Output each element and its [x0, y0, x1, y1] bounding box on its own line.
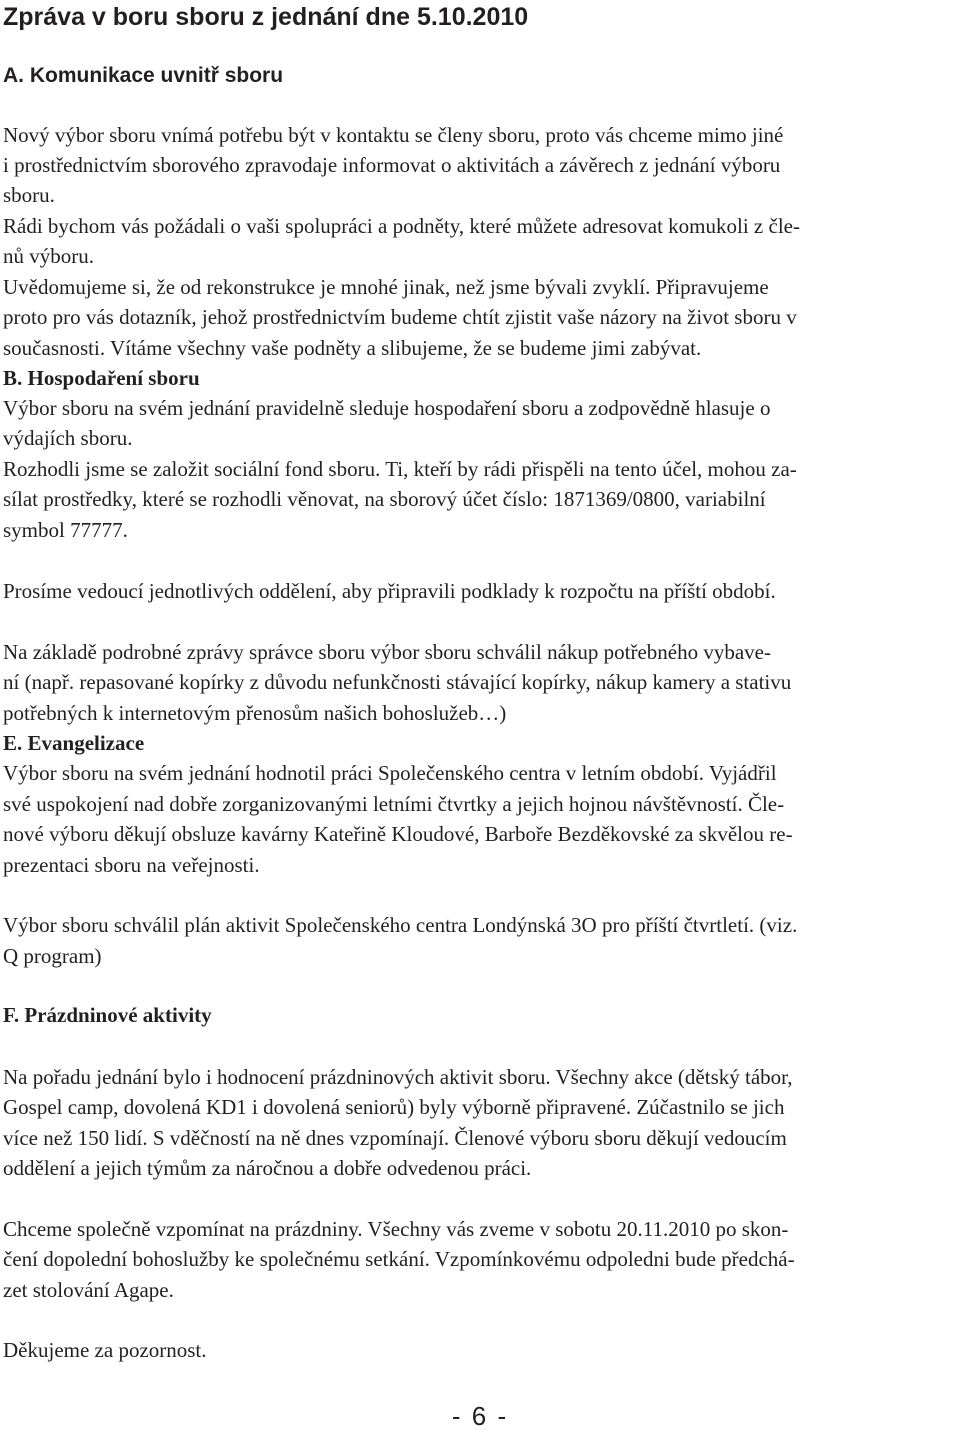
text-line: i prostřednictvím sborového zpravodaje informovat o aktivitách a závěrech z jednání výboru — [3, 153, 781, 177]
section-heading-f: F. Prázdninové aktivity — [3, 1003, 212, 1027]
text-line: oddělení a jejich týmům za náročnou a dobře odvedenou práci. — [3, 1156, 532, 1180]
closing-line: Děkujeme za pozornost. — [3, 1338, 207, 1362]
text-line: Prosíme vedoucí jednotlivých oddělení, aby připravili podklady k rozpočtu na příští období. — [3, 579, 776, 603]
text-line: symbol 77777. — [3, 518, 128, 542]
text-line: prezentaci sboru na veřejnosti. — [3, 853, 260, 877]
text-line: Na pořadu jednání bylo i hodnocení prázdninových aktivit sboru. Všechny akce (dětský tábor, — [3, 1065, 793, 1089]
text-line: Výbor sboru na svém jednání pravidelně sleduje hospodaření sboru a zodpovědně hlasuje o — [3, 396, 771, 420]
text-line: Výbor sboru schválil plán aktivit Společenského centra Londýnská 3O pro příští čtvrtletí. (viz. — [3, 913, 798, 937]
text-line: ní (např. repasované kopírky z důvodu nefunkčnosti stávající kopírky, nákup kamery a stativu — [3, 670, 792, 694]
text-line: výdajích sboru. — [3, 426, 133, 450]
text-line: Výbor sboru na svém jednání hodnotil práci Společenského centra v letním období. Vyjádřil — [3, 761, 777, 785]
section-heading-e: E. Evangelizace — [3, 731, 145, 755]
text-line: více než 150 lidí. S vděčností na ně dnes vzpomínají. Členové výboru sboru děkují vedoucím — [3, 1126, 787, 1150]
page-title: Zpráva v boru sboru z jednání dne 5.10.2010 — [3, 3, 529, 31]
text-line: sboru. — [3, 183, 55, 207]
text-line: potřebných k internetovým přenosům našich bohoslužeb…) — [3, 701, 507, 725]
text-line: Rádi bychom vás požádali o vaši spolupráci a podněty, které můžete adresovat komukoli z čle- — [3, 214, 800, 238]
text-line: Rozhodli jsme se založit sociální fond sboru. Ti, kteří by rádi přispěli na tento účel, mohou za- — [3, 457, 797, 481]
text-line: Uvědomujeme si, že od rekonstrukce je mnohé jinak, než jsme bývali zvyklí. Připravujeme — [3, 275, 769, 299]
text-line: současnosti. Vítáme všechny vaše podněty a slibujeme, že se budeme jimi zabývat. — [3, 336, 702, 360]
text-line: Gospel camp, dovolená KD1 i dovolená seniorů) byly výborně připravené. Zúčastnilo se jich — [3, 1095, 785, 1119]
text-line: Chceme společně vzpomínat na prázdniny. Všechny vás zveme v sobotu 20.11.2010 po skon- — [3, 1217, 789, 1241]
text-line: nové výboru děkují obsluze kavárny Kateřině Kloudové, Barboře Bezděkovské za skvělou re- — [3, 822, 793, 846]
text-line: Na základě podrobné zprávy správce sboru výbor sboru schválil nákup potřebného vybave- — [3, 640, 771, 664]
text-line: sílat prostředky, které se rozhodli věnovat, na sborový účet číslo: 1871369/0800, variabilní — [3, 487, 766, 511]
text-line: zet stolování Agape. — [3, 1278, 174, 1302]
section-heading-a: A. Komunikace uvnitř sboru — [3, 64, 284, 87]
text-line: čení dopolední bohoslužby ke společnému setkání. Vzpomínkovému odpoledni bude předchá- — [3, 1247, 795, 1271]
section-heading-b: B. Hospodaření sboru — [3, 366, 200, 390]
page-number: - 6 - — [451, 1401, 509, 1431]
text-line: proto pro vás dotazník, jehož prostřednictvím budeme chtít zjistit vaše názory na život sboru v — [3, 305, 797, 329]
text-line: Nový výbor sboru vnímá potřebu být v kontaktu se členy sboru, proto vás chceme mimo jiné — [3, 123, 784, 147]
text-line: nů výboru. — [3, 244, 94, 268]
text-line: Q program) — [3, 944, 102, 968]
text-line: své uspokojení nad dobře zorganizovanými letními čtvrtky a jejich hojnou návštěvností. Čle- — [3, 792, 785, 816]
